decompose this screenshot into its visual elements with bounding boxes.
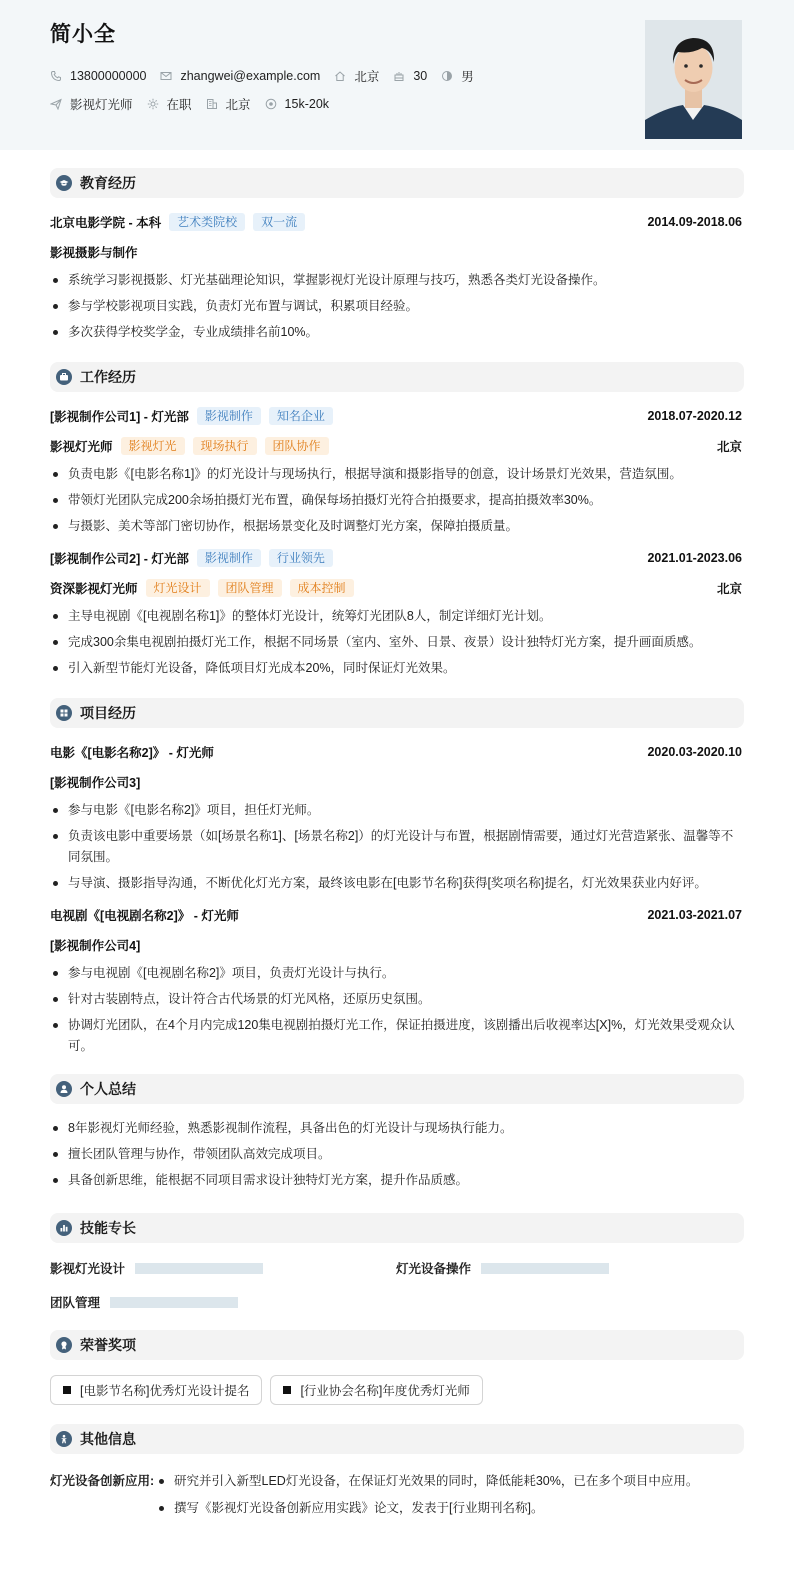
job-date: 2018.07-2020.12 xyxy=(647,409,742,423)
list-item: 完成300余集电视剧拍摄灯光工作，根据不同场景（室内、室外、日景、夜景）设计独特灯光方案，提升画面质感。 xyxy=(50,632,742,653)
role-tag: 团队协作 xyxy=(265,437,329,455)
job-bullets xyxy=(50,606,742,679)
school-tag: 双一流 xyxy=(253,213,305,231)
email-item xyxy=(160,69,320,83)
list-item: 擅长团队管理与协作，带领团队高效完成项目。 xyxy=(50,1144,742,1165)
project-company-row xyxy=(50,935,742,955)
company-tag: 影视制作 xyxy=(197,407,261,425)
list-item: 撰写《影视灯光设备创新应用实践》论文，发表于[行业期刊名称]。 xyxy=(156,1498,698,1519)
medal-icon xyxy=(56,1337,72,1353)
list-item: 与摄影、美术等部门密切协作，根据场景变化及时调整灯光方案，保障拍摄质量。 xyxy=(50,516,742,537)
role-name: 资深影视灯光师 xyxy=(50,582,138,596)
skills-section-header xyxy=(50,1213,744,1243)
send-icon xyxy=(50,98,62,110)
skill-bar xyxy=(135,1263,263,1274)
role-row xyxy=(50,578,742,598)
graduation-cap-icon xyxy=(56,175,72,191)
person-icon xyxy=(56,1431,72,1447)
project-bullets xyxy=(50,800,742,894)
award-text: [电影节名称]优秀灯光设计提名 xyxy=(80,1384,250,1398)
project-name-row xyxy=(50,905,742,925)
company-tag: 知名企业 xyxy=(269,407,333,425)
list-item: 8年影视灯光师经验，熟悉影视制作流程，具备出色的灯光设计与现场执行能力。 xyxy=(50,1118,742,1139)
other-label: 灯光设备创新应用: xyxy=(50,1474,155,1488)
briefcase-icon xyxy=(56,369,72,385)
company-row xyxy=(50,406,742,426)
list-item: 带领灯光团队完成200余场拍摄灯光布置，确保每场拍摄灯光符合拍摄要求，提高拍摄效率30%。 xyxy=(50,490,742,511)
gender-text: 男 xyxy=(461,70,474,84)
award-item xyxy=(270,1375,482,1405)
target-position-text: 影视灯光师 xyxy=(70,98,133,112)
project-name: 电视剧《[电视剧名称2]》 - 灯光师 xyxy=(50,909,239,923)
location-text: 北京 xyxy=(354,70,380,84)
list-item: 具备创新思维，能根据不同项目需求设计独特灯光方案，提升作品质感。 xyxy=(50,1170,742,1191)
role-tag: 团队管理 xyxy=(218,579,282,597)
email-text: zhangwei@example.com xyxy=(180,69,321,83)
company-row xyxy=(50,548,742,568)
list-item: 多次获得学校奖学金，专业成绩排名前10%。 xyxy=(50,322,742,343)
skill-item xyxy=(396,1259,742,1277)
education-date: 2014.09-2018.06 xyxy=(647,215,742,229)
project-date: 2021.03-2021.07 xyxy=(647,908,742,922)
list-item: 与导演、摄影指导沟通，不断优化灯光方案，最终该电影在[电影节名称]获得[奖项名称]提名，灯光效果获业内好评。 xyxy=(50,873,742,894)
target-position-item xyxy=(50,95,133,113)
coin-icon xyxy=(265,98,277,110)
projects-section-header xyxy=(50,698,744,728)
other-entry xyxy=(50,1471,744,1525)
skill-bar xyxy=(110,1297,238,1308)
skill-item xyxy=(50,1293,402,1311)
square-bullet-icon xyxy=(283,1386,291,1394)
project-name-row xyxy=(50,742,742,762)
other-section-header xyxy=(50,1424,744,1454)
list-item: 系统学习影视摄影、灯光基础理论知识，掌握影视灯光设计原理与技巧，熟悉各类灯光设备操作。 xyxy=(50,270,742,291)
education-section-header xyxy=(50,168,744,198)
list-item: 主导电视剧《[电视剧名称1]》的整体灯光设计，统筹灯光团队8人，制定详细灯光计划。 xyxy=(50,606,742,627)
job-city: 北京 xyxy=(716,440,742,454)
skill-name: 团队管理 xyxy=(50,1296,101,1310)
status-text: 在职 xyxy=(166,98,192,112)
role-tag: 影视灯光 xyxy=(121,437,185,455)
work-entry xyxy=(50,406,742,537)
skills-entry xyxy=(50,1259,742,1311)
list-item: 针对古装剧特点，设计符合古代场景的灯光风格，还原历史氛围。 xyxy=(50,989,742,1010)
list-item: 参与电影《[电影名称2]》项目，担任灯光师。 xyxy=(50,800,742,821)
list-item: 研究并引入新型LED灯光设备，在保证灯光效果的同时，降低能耗30%，已在多个项目中应用。 xyxy=(156,1471,698,1492)
education-title: 教育经历 xyxy=(80,175,136,191)
grid-icon xyxy=(56,705,72,721)
project-company: [影视制作公司4] xyxy=(50,939,141,953)
age-text: 30 xyxy=(413,69,428,83)
user-icon xyxy=(56,1081,72,1097)
phone-text: 13800000000 xyxy=(70,69,147,83)
education-entry xyxy=(50,212,742,343)
major-row xyxy=(50,242,742,262)
award-text: [行业协会名称]年度优秀灯光师 xyxy=(300,1384,470,1398)
age-item xyxy=(393,69,427,83)
other-bullets xyxy=(156,1471,698,1525)
work-entry xyxy=(50,548,742,679)
projects-title: 项目经历 xyxy=(80,705,136,721)
home-icon xyxy=(334,70,346,82)
role-tag: 现场执行 xyxy=(193,437,257,455)
list-item: 负责该电影中重要场景（如[场景名称1]、[场景名称2]）的灯光设计与布置，根据剧情需要，通过灯光营造紧张、温馨等不同氛围。 xyxy=(50,826,742,868)
major-name: 影视摄影与制作 xyxy=(50,246,138,260)
skill-bar xyxy=(481,1263,609,1274)
age-icon xyxy=(393,70,405,82)
award-item xyxy=(50,1375,262,1405)
company-name: [影视制作公司1] - 灯光部 xyxy=(50,410,189,424)
honors-title: 荣誉奖项 xyxy=(80,1337,136,1353)
phone-item xyxy=(50,69,146,83)
project-name: 电影《[电影名称2]》 - 灯光师 xyxy=(50,746,214,760)
role-tag: 成本控制 xyxy=(290,579,354,597)
company-tag: 影视制作 xyxy=(197,549,261,567)
company-tag: 行业领先 xyxy=(269,549,333,567)
target-city-text: 北京 xyxy=(225,98,251,112)
skill-item xyxy=(50,1259,396,1277)
candidate-name: 简小全 xyxy=(50,23,116,46)
summary-section-header xyxy=(50,1074,744,1104)
project-date: 2020.03-2020.10 xyxy=(647,745,742,759)
phone-icon xyxy=(50,70,62,82)
other-title: 其他信息 xyxy=(80,1431,136,1447)
building-icon xyxy=(206,98,218,110)
salary-text: 15k-20k xyxy=(284,97,330,111)
summary-title: 个人总结 xyxy=(80,1081,136,1097)
contact-row xyxy=(50,68,744,84)
salary-item xyxy=(265,97,329,111)
school-tag: 艺术类院校 xyxy=(169,213,245,231)
work-section-header xyxy=(50,362,744,392)
target-city-item xyxy=(206,95,251,113)
education-school-row xyxy=(50,212,742,232)
skill-name: 影视灯光设计 xyxy=(50,1262,126,1276)
resume-header xyxy=(0,0,794,150)
gender-icon xyxy=(441,70,453,82)
skills-row xyxy=(50,1293,742,1311)
profile-photo xyxy=(645,20,742,139)
location-item xyxy=(334,67,379,85)
summary-bullets xyxy=(50,1118,742,1191)
job-bullets xyxy=(50,464,742,537)
list-item: 引入新型节能灯光设备，降低项目灯光成本20%，同时保证灯光效果。 xyxy=(50,658,742,679)
list-item: 负责电影《[电影名称1]》的灯光设计与现场执行，根据导演和摄影指导的创意，设计场景灯光效果，营造氛围。 xyxy=(50,464,742,485)
role-tag: 灯光设计 xyxy=(146,579,210,597)
gender-item xyxy=(441,67,474,85)
square-bullet-icon xyxy=(63,1386,71,1394)
mail-icon xyxy=(160,70,172,82)
work-title: 工作经历 xyxy=(80,369,136,385)
honors-section-header xyxy=(50,1330,744,1360)
project-entry xyxy=(50,742,742,894)
bar-chart-icon xyxy=(56,1220,72,1236)
status-item xyxy=(147,95,192,113)
project-entry xyxy=(50,905,742,1057)
skills-row xyxy=(50,1259,742,1277)
company-name: [影视制作公司2] - 灯光部 xyxy=(50,552,189,566)
list-item: 参与电视剧《[电视剧名称2]》项目，负责灯光设计与执行。 xyxy=(50,963,742,984)
project-company-row xyxy=(50,772,742,792)
gear-icon xyxy=(147,98,159,110)
honors-list xyxy=(50,1375,744,1405)
job-date: 2021.01-2023.06 xyxy=(647,551,742,565)
education-bullets xyxy=(50,270,742,343)
summary-entry xyxy=(50,1118,742,1191)
job-intent-row xyxy=(50,96,744,112)
list-item: 协调灯光团队，在4个月内完成120集电视剧拍摄灯光工作，保证拍摄进度，该剧播出后收视率达[X]%，灯光效果受观众认可。 xyxy=(50,1015,742,1057)
role-row xyxy=(50,436,742,456)
school-name: 北京电影学院 - 本科 xyxy=(50,216,162,230)
role-name: 影视灯光师 xyxy=(50,440,113,454)
job-city: 北京 xyxy=(716,582,742,596)
project-company: [影视制作公司3] xyxy=(50,776,141,790)
project-bullets xyxy=(50,963,742,1057)
skill-name: 灯光设备操作 xyxy=(396,1262,472,1276)
skills-title: 技能专长 xyxy=(80,1220,136,1236)
list-item: 参与学校影视项目实践，负责灯光布置与调试，积累项目经验。 xyxy=(50,296,742,317)
